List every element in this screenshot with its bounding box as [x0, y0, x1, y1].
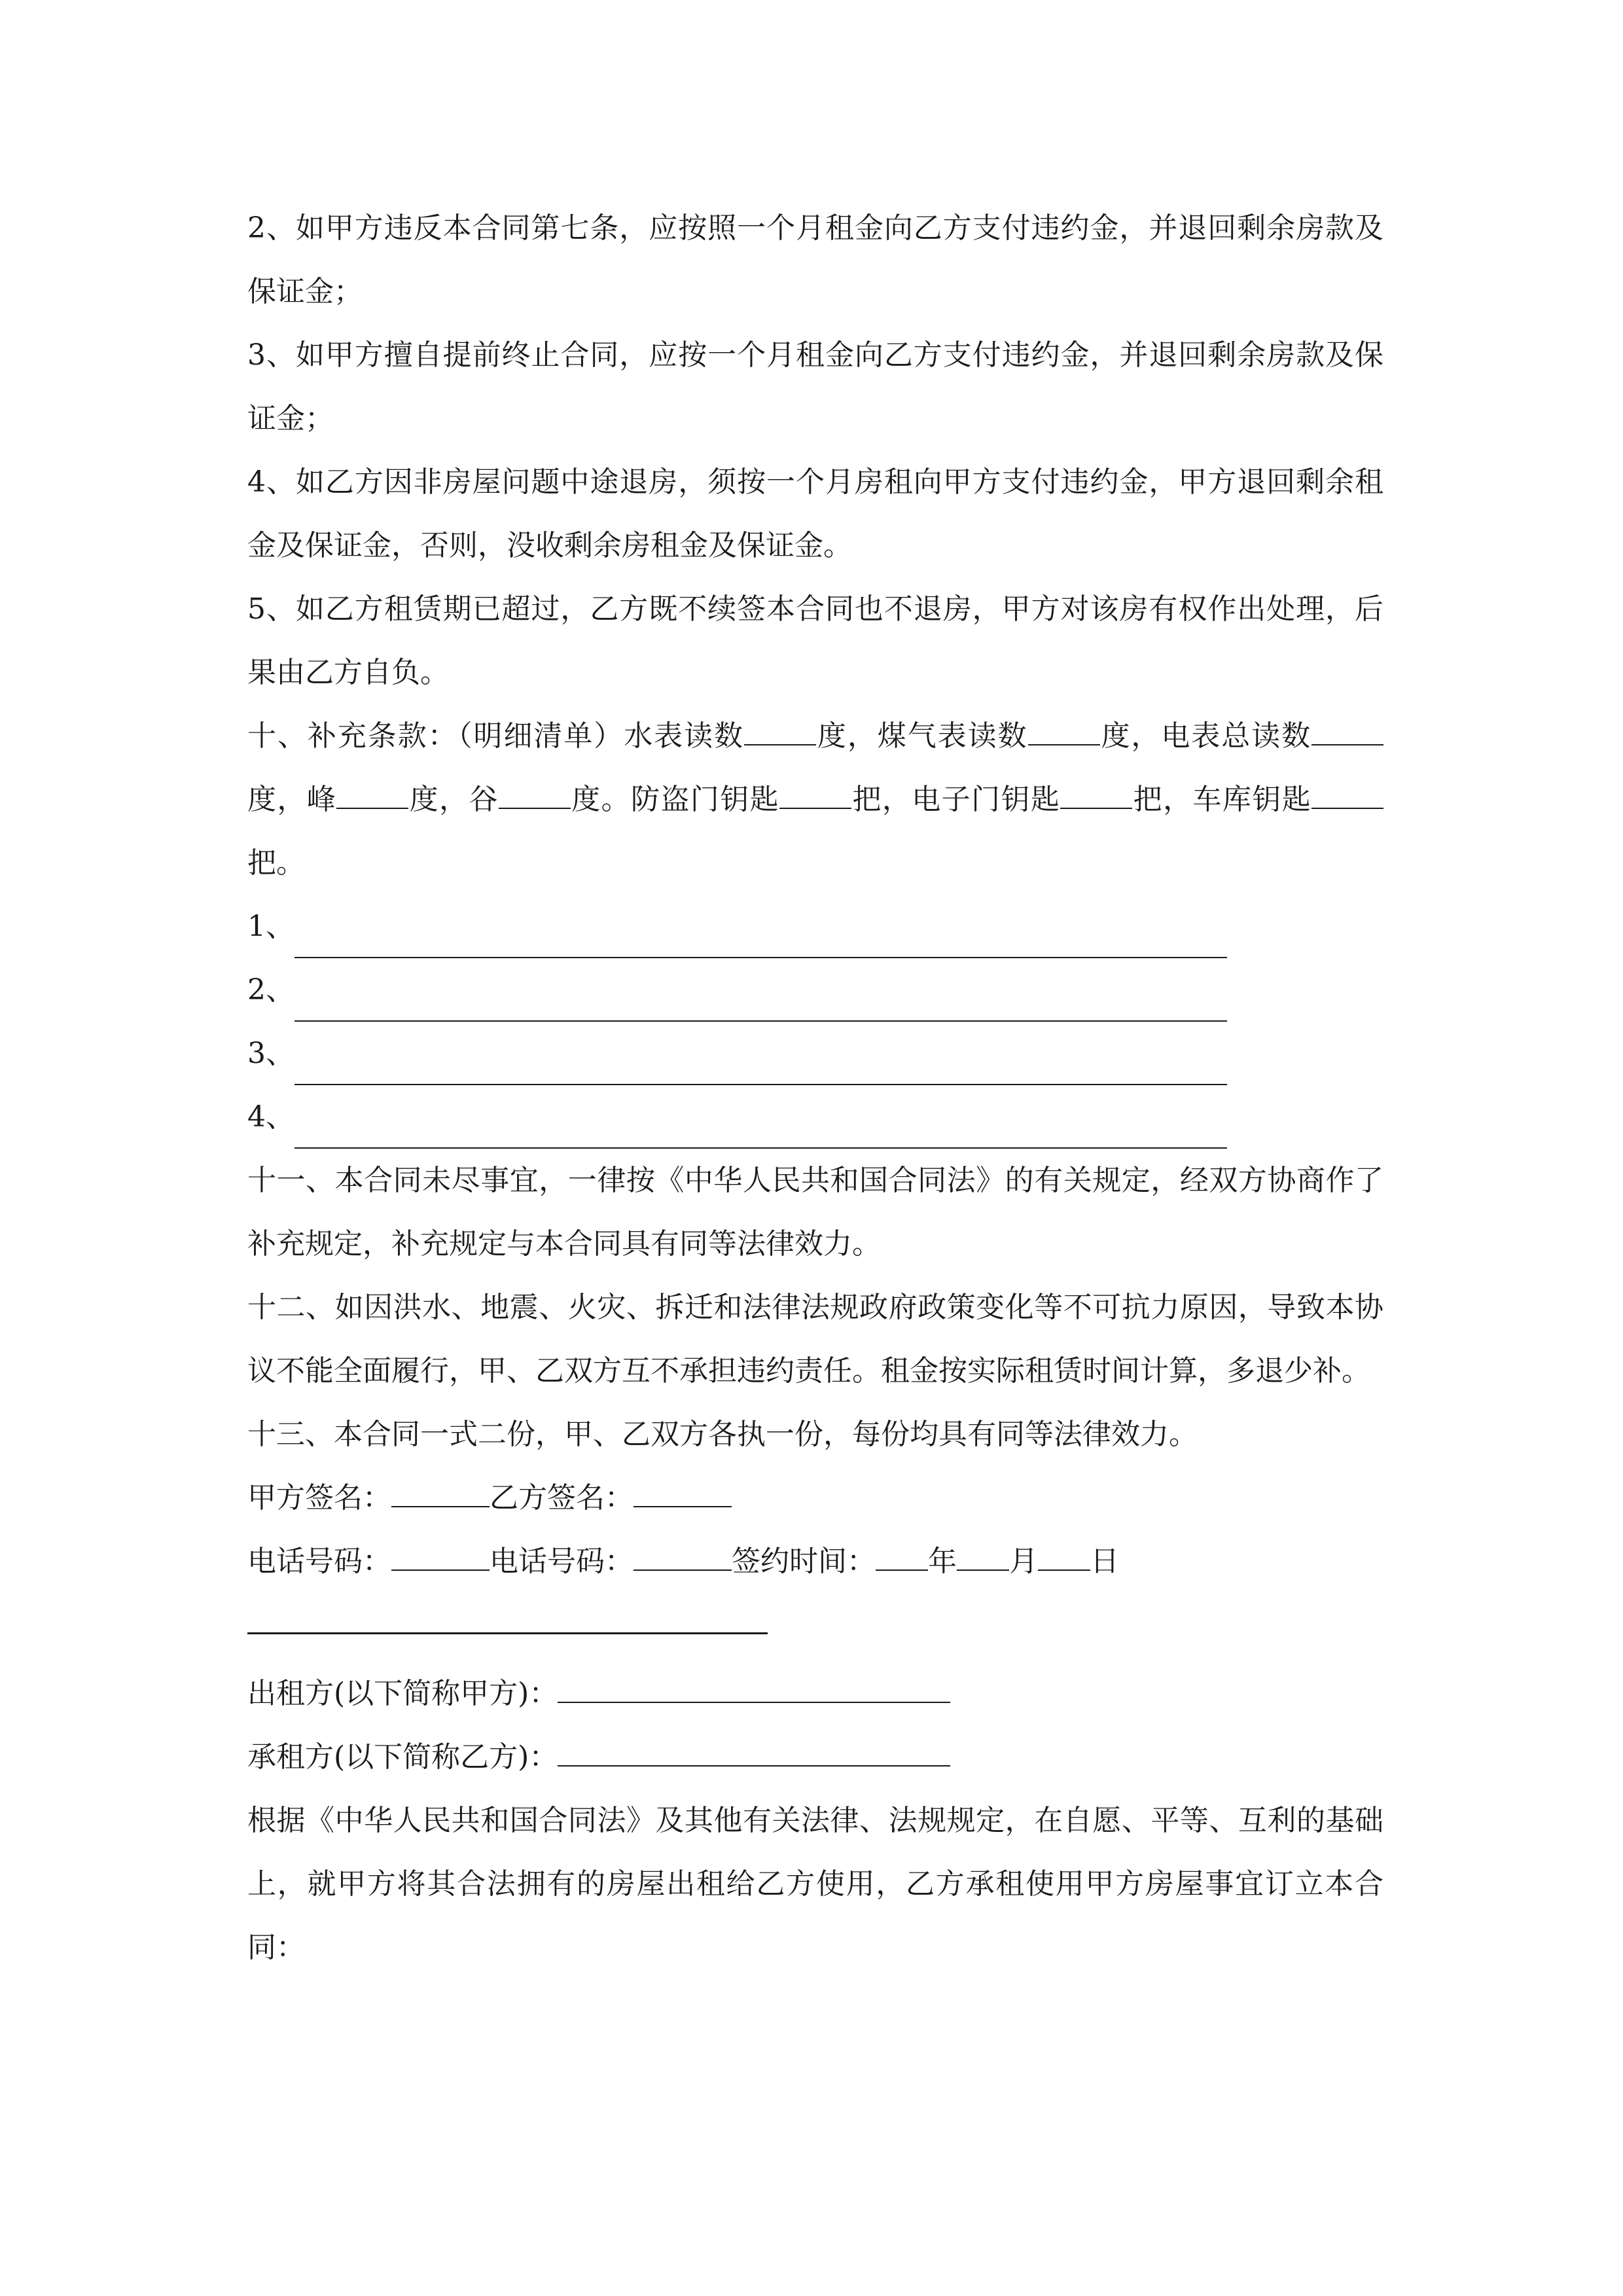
- valley-reading-blank[interactable]: [499, 781, 571, 809]
- month-blank[interactable]: [957, 1543, 1009, 1571]
- unit-degree: 度: [1099, 719, 1132, 753]
- gas-label: ，煤气表读数: [847, 719, 1028, 753]
- unit-ba: 把: [1132, 783, 1164, 816]
- elec-total-blank[interactable]: [1311, 718, 1383, 745]
- blank-list-item: [247, 1022, 1383, 1085]
- lessee-blank[interactable]: [558, 1739, 950, 1767]
- unit-degree: 度: [815, 719, 847, 753]
- lessee-label: 承租方(以下简称乙方)：: [247, 1740, 558, 1774]
- elec-label: ，电表总读数: [1131, 719, 1312, 753]
- party-b-sign-blank[interactable]: [633, 1480, 732, 1507]
- party-b-sign-label: 乙方签名：: [490, 1481, 633, 1515]
- list-number: 2、: [247, 973, 294, 1007]
- phone-line: [247, 1530, 1383, 1593]
- clause-2: 2、如甲方违反本合同第七条，应按照一个月租金向乙方支付违约金，并退回剩余房款及保证金；: [247, 211, 1383, 308]
- blank-list-item: [247, 958, 1383, 1022]
- list-blank-line[interactable]: [294, 1108, 1227, 1149]
- list-blank-line[interactable]: [294, 1045, 1227, 1085]
- phone-a-blank[interactable]: [391, 1543, 490, 1571]
- day-blank[interactable]: [1038, 1543, 1090, 1571]
- signature-line: [247, 1466, 1383, 1530]
- e-key-blank[interactable]: [1060, 781, 1132, 809]
- peak-label: ，峰: [277, 783, 337, 816]
- unit-degree: 度: [408, 783, 440, 816]
- water-reading-blank[interactable]: [744, 718, 816, 745]
- e-key-label: ，电子门钥匙: [882, 783, 1061, 816]
- door-key-blank[interactable]: [779, 781, 851, 809]
- month-label: 月: [1009, 1545, 1038, 1578]
- separator-line: [247, 1593, 1383, 1657]
- unit-degree: 度: [247, 783, 277, 816]
- document-page: [247, 196, 1383, 1979]
- list-number: 4、: [247, 1100, 294, 1134]
- valley-label: ，谷: [439, 783, 499, 816]
- supplement-clause: [247, 704, 1383, 895]
- phone-label-a: 电话号码：: [247, 1545, 391, 1578]
- supplement-intro: 十、补充条款：（明细清单）水表读数: [247, 719, 744, 753]
- clause-3: 3、如甲方擅自提前终止合同，应按一个月租金向乙方支付违约金，并退回剩余房款及保证金；: [247, 338, 1383, 435]
- unit-degree: 度: [570, 783, 601, 816]
- article-11: 十一、本合同未尽事宜，一律按《中华人民共和国合同法》的有关规定，经双方协商作了补充规定，补充规定与本合同具有同等法律效力。: [247, 1164, 1383, 1261]
- clause-4: 4、如乙方因非房屋问题中途退房，须按一个月房租向甲方支付违约金，甲方退回剩余租金及保证金，否则，没收剩余房租金及保证金。: [247, 465, 1383, 562]
- door-key-label: 。防盗门钥匙: [601, 783, 780, 816]
- lessor-line: [247, 1662, 1383, 1725]
- blank-list-item: [247, 895, 1383, 958]
- year-blank[interactable]: [876, 1543, 928, 1571]
- article-12: 十二、如因洪水、地震、火灾、拆迁和法律法规政府政策变化等不可抗力原因，导致本协议不能全面履行，甲、乙双方互不承担违约责任。租金按实际租赁时间计算，多退少补。: [247, 1291, 1383, 1388]
- blank-list-item: [247, 1085, 1383, 1149]
- garage-key-label: ，车库钥匙: [1163, 783, 1312, 816]
- phone-b-blank[interactable]: [633, 1543, 732, 1571]
- party-a-sign-label: 甲方签名：: [247, 1481, 391, 1515]
- lessor-blank[interactable]: [558, 1676, 950, 1703]
- garage-key-blank[interactable]: [1311, 781, 1383, 809]
- peak-reading-blank[interactable]: [336, 781, 408, 809]
- list-blank-line[interactable]: [294, 918, 1227, 958]
- contract-preamble: 根据《中华人民共和国合同法》及其他有关法律、法规规定，在自愿、平等、互利的基础上，就甲方将其合法拥有的房屋出租给乙方使用，乙方承租使用甲方房屋事宜订立本合同：: [247, 1804, 1383, 1964]
- period: 。: [276, 846, 305, 880]
- gas-reading-blank[interactable]: [1028, 718, 1100, 745]
- unit-ba: 把: [247, 846, 276, 880]
- year-label: 年: [928, 1545, 957, 1578]
- article-13: 十三、本合同一式二份，甲、乙双方各执一份，每份均具有同等法律效力。: [247, 1418, 1198, 1451]
- party-a-sign-blank[interactable]: [391, 1480, 490, 1507]
- day-label: 日: [1090, 1545, 1119, 1578]
- list-number: 3、: [247, 1037, 294, 1070]
- lessor-label: 出租方(以下简称甲方)：: [247, 1677, 558, 1710]
- list-blank-line[interactable]: [294, 981, 1227, 1022]
- lessee-line: [247, 1725, 1383, 1789]
- clause-5: 5、如乙方租赁期已超过，乙方既不续签本合同也不退房，甲方对该房有权作出处理，后果由乙方自负。: [247, 592, 1383, 689]
- sign-time-label: 签约时间：: [732, 1545, 876, 1578]
- list-number: 1、: [247, 910, 294, 943]
- separator-rule: [247, 1600, 768, 1634]
- unit-ba: 把: [851, 783, 882, 816]
- phone-label-b: 电话号码：: [490, 1545, 633, 1578]
